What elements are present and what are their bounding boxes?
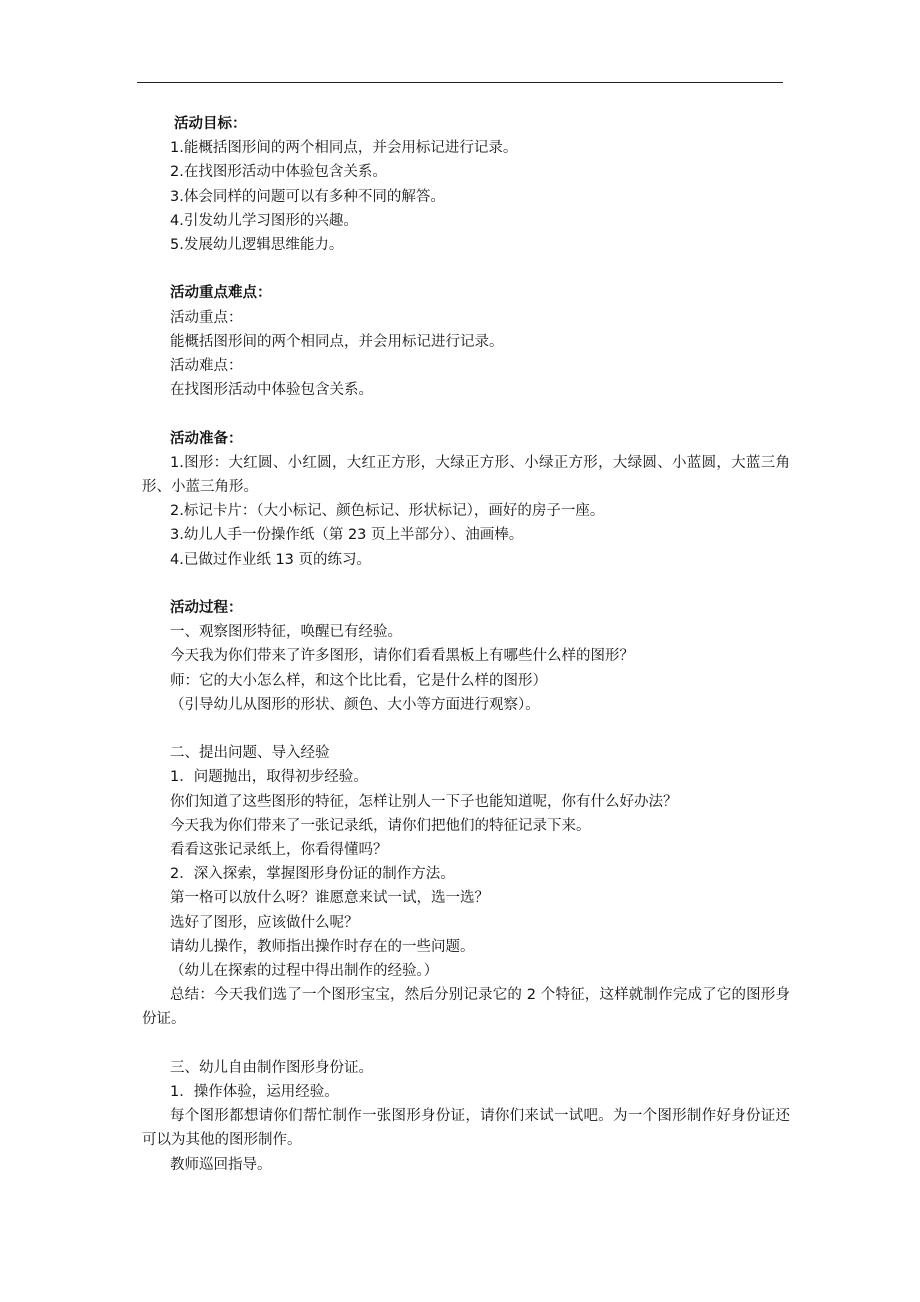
part2-line: 你们知道了这些图形的特征，怎样让别人一下子也能知道呢，你有什么好办法？ <box>170 793 678 810</box>
difficulty-text: 在找图形活动中体验包含关系。 <box>170 382 373 399</box>
focus-label: 活动重点： <box>170 309 243 326</box>
part2-line: 选好了图形，应该做什么呢？ <box>170 914 359 931</box>
part2-title: 二、提出问题、导入经验 <box>170 745 330 762</box>
part1-line: 师：它的大小怎么样，和这个比比看，它是什么样的图形） <box>170 672 547 689</box>
preparation-item: 1.图形：大红圆、小红圆，大红正方形，大绿正方形、小绿正方形，大绿圆、小蓝圆，大蓝三角形、小蓝三角形。 <box>142 454 790 496</box>
spacer <box>142 402 790 426</box>
spacer <box>142 572 790 596</box>
goal-item: 4.引发幼儿学习图形的兴趣。 <box>170 212 358 229</box>
goal-item: 1.能概括图形间的两个相同点，并会用标记进行记录。 <box>170 140 518 157</box>
key-points-heading: 活动重点难点： <box>170 285 272 302</box>
part3-line: 1．操作体验，运用经验。 <box>170 1084 339 1101</box>
part3-paragraph: 每个图形都想请你们帮忙制作一张图形身份证，请你们来试一试吧。为一个图形制作好身份证还可以为其他的图形制作。 <box>142 1108 790 1149</box>
header-rule <box>137 82 783 83</box>
part3-line: 教师巡回指导。 <box>170 1156 272 1173</box>
goals-heading: 活动目标： <box>174 116 247 132</box>
part2-line: 1．问题抛出，取得初步经验。 <box>170 769 368 786</box>
part2-line: 看看这张记录纸上，你看得懂吗？ <box>170 842 388 859</box>
focus-text: 能概括图形间的两个相同点，并会用标记进行记录。 <box>170 333 504 350</box>
part1-title: 一、观察图形特征，唤醒已有经验。 <box>170 624 402 641</box>
goal-item: 3.体会同样的问题可以有多种不同的解答。 <box>170 188 445 205</box>
part2-line: 今天我为你们带来了一张记录纸，请你们把他们的特征记录下来。 <box>170 817 591 834</box>
part2-summary: 总结：今天我们选了一个图形宝宝，然后分别记录它的 2 个特征，这样就制作完成了它的图形身份证。 <box>142 987 790 1028</box>
difficulty-label: 活动难点： <box>170 358 243 375</box>
spacer <box>142 257 790 281</box>
goal-item: 2.在找图形活动中体验包含关系。 <box>170 164 387 181</box>
preparation-item: 4.已做过作业纸 13 页的练习。 <box>170 551 372 568</box>
spacer <box>142 717 790 741</box>
part2-line: 第一格可以放什么呀？谁愿意来试一试，选一选？ <box>170 890 489 907</box>
spacer <box>142 1032 790 1056</box>
preparation-item: 3.幼儿人手一份操作纸（第 23 页上半部分）、油画棒。 <box>170 527 524 544</box>
part2-line: 请幼儿操作，教师指出操作时存在的一些问题。 <box>170 938 475 955</box>
document-body <box>142 112 790 1177</box>
process-heading: 活动过程： <box>170 600 243 617</box>
part2-line: （幼儿在探索的过程中得出制作的经验。） <box>170 963 439 980</box>
preparation-heading: 活动准备： <box>170 430 243 447</box>
goal-item: 5.发展幼儿逻辑思维能力。 <box>170 237 344 254</box>
part3-title: 三、幼儿自由制作图形身份证。 <box>170 1059 373 1076</box>
part2-line: 2．深入探索，掌握图形身份证的制作方法。 <box>170 866 455 883</box>
part1-line: 今天我为你们带来了许多图形，请你们看看黑板上有哪些什么样的图形？ <box>170 648 634 665</box>
preparation-item: 2.标记卡片：（大小标记、颜色标记、形状标记），画好的房子一座。 <box>170 503 605 520</box>
part1-line: （引导幼儿从图形的形状、颜色、大小等方面进行观察）。 <box>170 696 540 713</box>
